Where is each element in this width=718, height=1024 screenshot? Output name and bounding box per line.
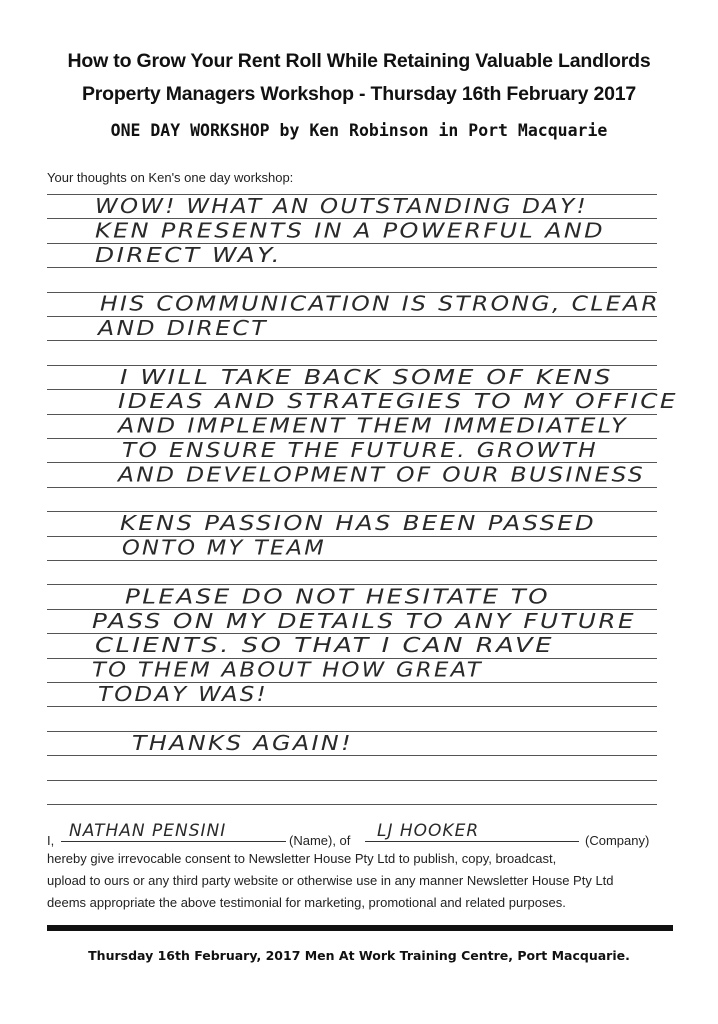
ruled-line (47, 487, 657, 488)
handwritten-line: ONTO MY TEAM (122, 535, 326, 560)
consent-text-line-3: deems appropriate the above testimonial for marketing, promotional and related purposes. (47, 895, 566, 910)
ruled-line (47, 511, 657, 512)
handwritten-line: TO ENSURE THE FUTURE. GROWTH (122, 438, 598, 462)
footer-text: Thursday 16th February, 2017 Men At Work Training Centre, Port Macquarie. (88, 948, 630, 963)
ruled-line (47, 243, 657, 244)
company-signature: LJ HOOKER (377, 821, 480, 841)
name-signature: NATHAN PENSINI (69, 821, 227, 841)
consent-name-row (47, 821, 677, 848)
consent-block (47, 821, 677, 914)
handwritten-line: PASS ON MY DETAILS TO ANY FUTURE (92, 608, 636, 633)
ruled-line (47, 389, 657, 390)
ruled-line (47, 462, 657, 463)
handwritten-line: KENS PASSION HAS BEEN PASSED (120, 511, 596, 536)
ruled-line (47, 292, 657, 293)
handwritten-line: HIS COMMUNICATION IS STRONG, CLEAR (100, 291, 660, 316)
ruled-line (47, 194, 657, 195)
handwritten-line: IDEAS AND STRATEGIES TO MY OFFICE (118, 389, 678, 414)
handwritten-line: CLIENTS. SO THAT I CAN RAVE (95, 633, 554, 658)
handwritten-line: AND DIRECT (95, 316, 268, 340)
ruled-line (47, 316, 657, 317)
name-label: (Name), of (289, 833, 351, 848)
ruled-line (47, 340, 657, 341)
ruled-line (47, 267, 657, 268)
ruled-line (47, 560, 657, 561)
workshop-title-line-1: How to Grow Your Rent Roll While Retaining Valuable Landlords (67, 50, 651, 72)
ruled-lines (47, 175, 657, 815)
ruled-line (47, 658, 657, 659)
handwritten-line: WOW! WHAT AN OUTSTANDING DAY! (95, 194, 588, 218)
consent-prefix: I, (47, 833, 55, 848)
handwritten-line: PLEASE DO NOT HESITATE TO (125, 584, 550, 609)
ruled-line (47, 633, 657, 634)
ruled-line (47, 414, 657, 415)
ruled-line (47, 755, 657, 756)
handwritten-line: KEN PRESENTS IN A POWERFUL AND (95, 218, 605, 243)
ruled-line (47, 682, 657, 683)
ruled-line (47, 438, 657, 439)
consent-text-line-1: hereby give irrevocable consent to Newsletter House Pty Ltd to publish, copy, broadcast, (47, 851, 557, 866)
testimonial-prompt: Your thoughts on Ken's one day workshop: (47, 170, 294, 185)
ruled-line (47, 609, 657, 610)
ruled-line (47, 536, 657, 537)
handwritten-line: THANKS AGAIN! (132, 730, 353, 755)
workshop-subtitle: ONE DAY WORKSHOP by Ken Robinson in Port Macquarie (110, 121, 608, 140)
ruled-line (47, 218, 657, 219)
company-label: (Company) (585, 833, 650, 848)
handwritten-line: DIRECT WAY. (95, 242, 282, 267)
ruled-line (47, 584, 657, 585)
ruled-line (47, 731, 657, 732)
workshop-title-line-2: Property Managers Workshop - Thursday 16th February 2017 (81, 83, 637, 105)
ruled-line (47, 780, 657, 781)
ruled-line (47, 804, 657, 805)
handwritten-line: AND DEVELOPMENT OF OUR BUSINESS (115, 462, 645, 487)
ruled-line (47, 706, 657, 707)
ruled-line (47, 365, 657, 366)
handwritten-line: I WILL TAKE BACK SOME OF KENS (120, 364, 613, 389)
footer-divider (47, 925, 673, 931)
consent-text-line-2: upload to ours or any third party website or otherwise use in any manner Newsletter House Pty Ltd (47, 873, 614, 888)
handwritten-line: TO THEM ABOUT HOW GREAT (92, 657, 484, 682)
handwritten-line: AND IMPLEMENT THEM IMMEDIATELY (115, 413, 628, 438)
handwritten-line: TODAY WAS! (98, 682, 268, 706)
